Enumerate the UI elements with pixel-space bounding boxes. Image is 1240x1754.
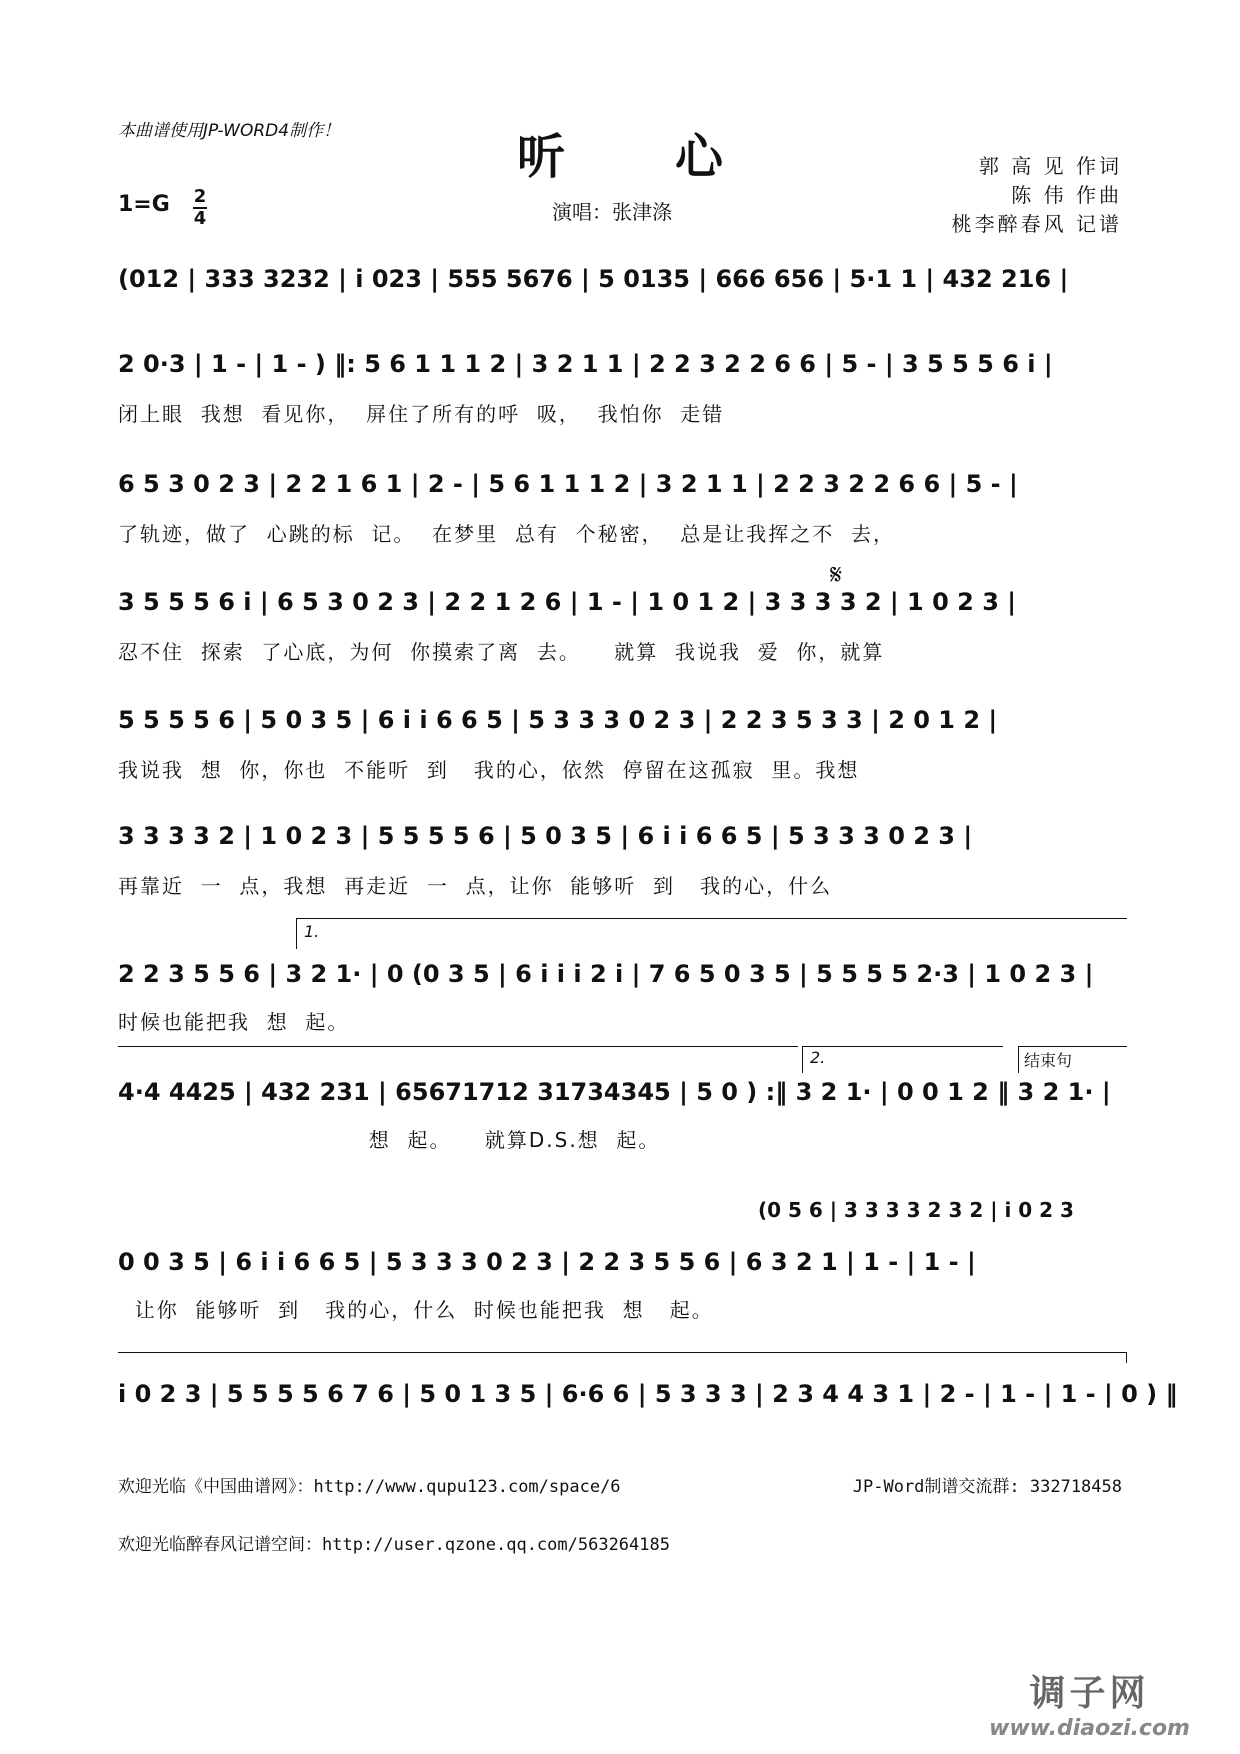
score-row-6 — [118, 822, 1126, 912]
time-sig-top: 2 — [193, 186, 207, 207]
transcriber-credit: 桃李醉春风 记谱 — [951, 212, 1122, 236]
notation-line: i 0 2 3 | 5 5 5 5 6 7 6 | 5 0 1 3 5 | 6·6 6 | 5 3 3 3 | 2 3 4 4 3 1 | 2 - | 1 - | 1 - | 0 ) ‖ — [118, 1380, 1178, 1408]
credits-block — [952, 152, 1122, 239]
notation-line: (012 | 333 3232 | i 023 | 555 5676 | 5 0135 | 666 656 | 5·1 1 | 432 216 | — [118, 265, 1069, 293]
notation-line: 2 0·3 | 1 - | 1 - ) ‖: 5 6 1 1 1 2 | 3 2 1 1 | 2 2 3 2 2 6 6 | 5 - | 3 5 5 5 6 i | — [118, 350, 1053, 378]
notation-line: 4·4 4425 | 432 231 | 65671712 31734345 | 5 0 ) :‖ 3 2 1· | 0 0 1 2 ‖ 3 2 1· | — [118, 1078, 1111, 1106]
first-ending-label: 1. — [304, 922, 320, 941]
first-ending-bracket — [296, 918, 1127, 949]
lyric-line: 闭上眼 我想 看见你， 屏住了所有的呼 吸， 我怕你 走错 — [118, 402, 725, 426]
score-row-9 — [118, 1198, 1126, 1328]
composer-credit: 陈 伟 作曲 — [1011, 183, 1122, 207]
time-sig-bottom: 4 — [193, 208, 207, 229]
time-signature — [193, 188, 207, 228]
lyric-line: 忍不住 探索 了心底，为何 你摸索了离 去。 就算 我说我 爱 你，就算 — [118, 640, 885, 664]
lyric-line: 时候也能把我 想 起。 — [118, 1010, 350, 1034]
score-row-10 — [118, 1352, 1178, 1412]
segno-sign: 𝄋 — [830, 558, 843, 591]
score-row-4 — [118, 558, 1126, 678]
score-row-8 — [118, 1046, 1126, 1156]
footer-group-info: JP-Word制谱交流群: 332718458 — [852, 1477, 1122, 1497]
watermark-logo — [989, 1665, 1190, 1741]
first-ending-continuation — [118, 1046, 798, 1047]
watermark-site: www.diaozi.com — [989, 1716, 1190, 1741]
second-ending-bracket — [802, 1046, 1003, 1073]
score-row-7 — [118, 918, 1126, 1034]
score-row-2 — [118, 350, 1126, 440]
notation-line: 0 0 3 5 | 6 i i 6 6 5 | 5 3 3 3 0 2 3 | 2 2 3 5 5 6 | 6 3 2 1 | 1 - | 1 - | — [118, 1248, 976, 1276]
notation-line: 3 3 3 3 2 | 1 0 2 3 | 5 5 5 5 6 | 5 0 3 5 | 6 i i 6 6 5 | 5 3 3 3 0 2 3 | — [118, 822, 973, 850]
lyric-line: 想 起。 就算D.S.想 起。 — [118, 1128, 661, 1152]
notation-line: 6 5 3 0 2 3 | 2 2 1 6 1 | 2 - | 5 6 1 1 1 2 | 3 2 1 1 | 2 2 3 2 2 6 6 | 5 - | — [118, 470, 1018, 498]
score-row-3 — [118, 470, 1126, 560]
lyricist-credit: 郭 高 见 作词 — [978, 154, 1122, 178]
coda-label: 结束句 — [1024, 1051, 1073, 1070]
footer-space-link[interactable]: 欢迎光临醉春风记谱空间：http://user.qzone.qq.com/563264185 — [118, 1535, 670, 1555]
final-bracket — [118, 1352, 1127, 1363]
notation-line: 5 5 5 5 6 | 5 0 3 5 | 6 i i 6 6 5 | 5 3 3 3 0 2 3 | 2 2 3 5 3 3 | 2 0 1 2 | — [118, 706, 998, 734]
second-ending-label: 2. — [810, 1048, 826, 1067]
performer: 演唱：张津涤 — [552, 200, 672, 224]
lyric-line: 我说我 想 你，你也 不能听 到 我的心，依然 停留在这孤寂 里。我想 — [118, 758, 860, 782]
lyric-line: 了轨迹，做了 心跳的标 记。 在梦里 总有 个秘密， 总是让我挥之不 去， — [118, 522, 896, 546]
score-row-5 — [118, 706, 1126, 796]
lyric-line: 让你 能够听 到 我的心，什么 时候也能把我 想 起。 — [118, 1298, 714, 1322]
notation-line: 2 2 3 5 5 6 | 3 2 1· | 0 (0 3 5 | 6 i i i 2 i | 7 6 5 0 3 5 | 5 5 5 5 2·3 | 1 0 2 3 | — [118, 960, 1094, 988]
song-title: 听心 — [516, 129, 833, 185]
intro-reprise-line: (0 5 6 | 3 3 3 3 2 3 2 | i 0 2 3 — [758, 1198, 1074, 1222]
notation-line: 3 5 5 5 6 i | 6 5 3 0 2 3 | 2 2 1 2 6 | 1 - | 1 0 1 2 | 3 3 3 3 2 | 1 0 2 3 | — [118, 588, 1017, 616]
watermark-name: 调子网 — [1029, 1673, 1150, 1714]
key-signature: 1=G — [118, 192, 170, 217]
score-row-1 — [118, 265, 1126, 325]
lyric-line: 再靠近 一 点，我想 再走近 一 点，让你 能够听 到 我的心，什么 — [118, 874, 833, 898]
made-with-note: 本曲谱使用JP-WORD4制作！ — [118, 121, 341, 141]
footer-site-link[interactable]: 欢迎光临《中国曲谱网》：http://www.qupu123.com/space/6 — [118, 1477, 621, 1497]
